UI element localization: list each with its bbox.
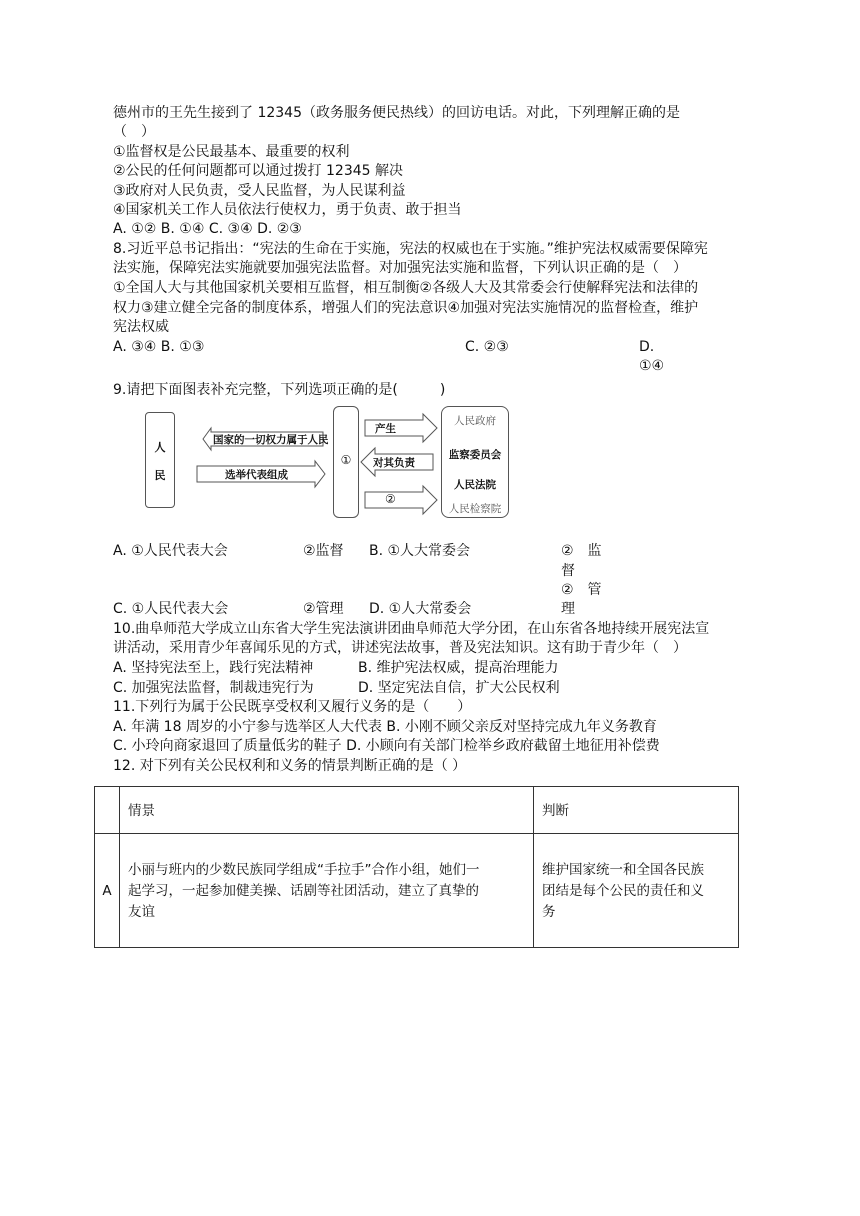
- row-a-label: A: [102, 882, 112, 899]
- q8-choice-c: C. ②③: [465, 339, 509, 355]
- q11-options-ab: A. 年满 18 周岁的小宁参与选举区人大代表 B. 小刚不顾父亲反对坚持完成九年义务教育: [113, 719, 657, 735]
- q10-stem-line1: 10.曲阜师范大学成立山东省大学生宪法演讲团曲阜师范大学分团，在山东省各地持续开展宪法宣: [113, 621, 710, 637]
- q9-option-a-2: ②监督: [303, 543, 344, 559]
- q7-paren: （ ）: [113, 124, 155, 140]
- q7-option-2: ②公民的任何问题都可以通过拨打 12345 解决: [113, 163, 403, 179]
- arrow-label-power: 国家的一切权力属于人民: [213, 434, 329, 446]
- people-char-1: 人: [154, 441, 166, 454]
- org-procuratorate: 人民检察院: [448, 503, 502, 515]
- q7-choices: A. ①② B. ①④ C. ③④ D. ②③: [113, 221, 302, 237]
- row-a-judge-line3: 务: [542, 904, 556, 920]
- q10-option-b: B. 维护宪法权威，提高治理能力: [358, 660, 559, 676]
- center-box: [333, 406, 359, 518]
- q7-option-1: ①监督权是公民最基本、最重要的权利: [113, 144, 350, 160]
- q9-stem: 9.请把下面图表补充完整，下列选项正确的是( ): [113, 382, 446, 398]
- arrow-label-responsible: 对其负责: [373, 457, 415, 469]
- q12-stem: 12. 对下列有关公民权利和义务的情景判断正确的是（ ）: [113, 758, 467, 774]
- center-label: ①: [340, 453, 352, 467]
- arrow-label-elect: 选举代表组成: [225, 469, 288, 481]
- people-char-2: 民: [154, 469, 166, 482]
- q9-option-b-2b: 督: [561, 563, 575, 579]
- q8-choice-d-label: D.: [639, 339, 655, 355]
- row-a-judge-cell: [534, 834, 739, 948]
- q7-option-3: ③政府对人民负责，受人民监督，为人民谋利益: [113, 183, 406, 199]
- arrow-2-shape: [365, 486, 437, 514]
- row-a-label-cell: [95, 834, 120, 948]
- q9-option-b-2a: ② 监: [561, 543, 602, 559]
- q8-choice-ab: A. ③④ B. ①③: [113, 339, 205, 355]
- header-judge: 判断: [542, 803, 569, 819]
- header-scene: 情景: [128, 803, 155, 819]
- q11-options-cd: C. 小玲向商家退回了质量低劣的鞋子 D. 小顾向有关部门检举乡政府截留土地征用补偿费: [113, 738, 660, 754]
- q8-choice-d-value: ①④: [639, 358, 665, 374]
- row-a-judge-line1: 维护国家统一和全国各民族: [542, 862, 704, 878]
- q9-option-a-1: A. ①人民代表大会: [113, 543, 228, 559]
- org-government: 人民政府: [454, 415, 496, 427]
- q8-stem-line4: 权力③建立健全完备的制度体系，增强人们的宪法意识④加强对宪法实施情况的监督检查，维护: [113, 300, 699, 316]
- q7-option-4: ④国家机关工作人员依法行使权力，勇于负责、敢于担当: [113, 202, 462, 218]
- q12-table: [94, 786, 739, 948]
- row-a-scene-line2: 起学习，一起参加健美操、话剧等社团活动，建立了真挚的: [128, 883, 479, 899]
- row-a-judge-line2: 团结是每个公民的责任和义: [542, 883, 704, 899]
- q8-stem-line2: 法实施，保障宪法实施就要加强宪法监督。对加强宪法实施和监督，下列认识正确的是（ ）: [113, 260, 687, 276]
- org-court: 人民法院: [454, 479, 496, 491]
- q9-option-d-2a: ② 管: [561, 582, 602, 598]
- q11-stem: 11.下列行为属于公民既享受权利又履行义务的是（ ）: [113, 699, 472, 715]
- row-a-scene-line3: 友谊: [128, 904, 155, 920]
- q9-option-c-1: C. ①人民代表大会: [113, 601, 229, 617]
- header-judge-cell: [534, 787, 739, 834]
- q9-option-c-2: ②管理: [303, 601, 344, 617]
- q9-diagram: [145, 404, 515, 520]
- q8-stem-line3: ①全国人大与其他国家机关要相互监督，相互制衡②各级人大及其常委会行使解释宪法和法律的: [113, 280, 699, 296]
- q8-stem-line1: 8.习近平总书记指出：“宪法的生命在于实施，宪法的权威也在于实施。”维护宪法权威需要保障宪: [113, 241, 708, 257]
- table-row: [95, 834, 739, 948]
- header-scene-cell: [120, 787, 534, 834]
- q10-stem-line2: 讲活动，采用青少年喜闻乐见的方式，讲述宪法故事，普及宪法知识。这有助于青少年（ ）: [113, 640, 687, 656]
- q10-option-a: A. 坚持宪法至上，践行宪法精神: [113, 660, 314, 676]
- organs-box: [441, 406, 509, 518]
- q9-option-b-1: B. ①人大常委会: [369, 543, 471, 559]
- arrow-label-produce: 产生: [375, 423, 396, 435]
- q9-option-d-1: D. ①人大常委会: [369, 601, 472, 617]
- org-supervision: 监察委员会: [448, 449, 502, 461]
- header-empty-cell: [95, 787, 120, 834]
- row-a-scene-cell: [120, 834, 534, 948]
- q8-stem-line5: 宪法权威: [113, 319, 169, 335]
- arrow-label-2: ②: [385, 492, 396, 506]
- row-a-scene-line1: 小丽与班内的少数民族同学组成“手拉手”合作小组，她们一: [128, 862, 480, 878]
- q9-option-d-2b: 理: [561, 601, 575, 617]
- q10-option-c: C. 加强宪法监督，制裁违宪行为: [113, 680, 314, 696]
- q7-stem-line1: 德州市的王先生接到了 12345（政务服务便民热线）的回访电话。对此，下列理解正确的是: [113, 105, 680, 121]
- table-header-row: [95, 787, 739, 834]
- q10-option-d: D. 坚定宪法自信，扩大公民权利: [358, 680, 560, 696]
